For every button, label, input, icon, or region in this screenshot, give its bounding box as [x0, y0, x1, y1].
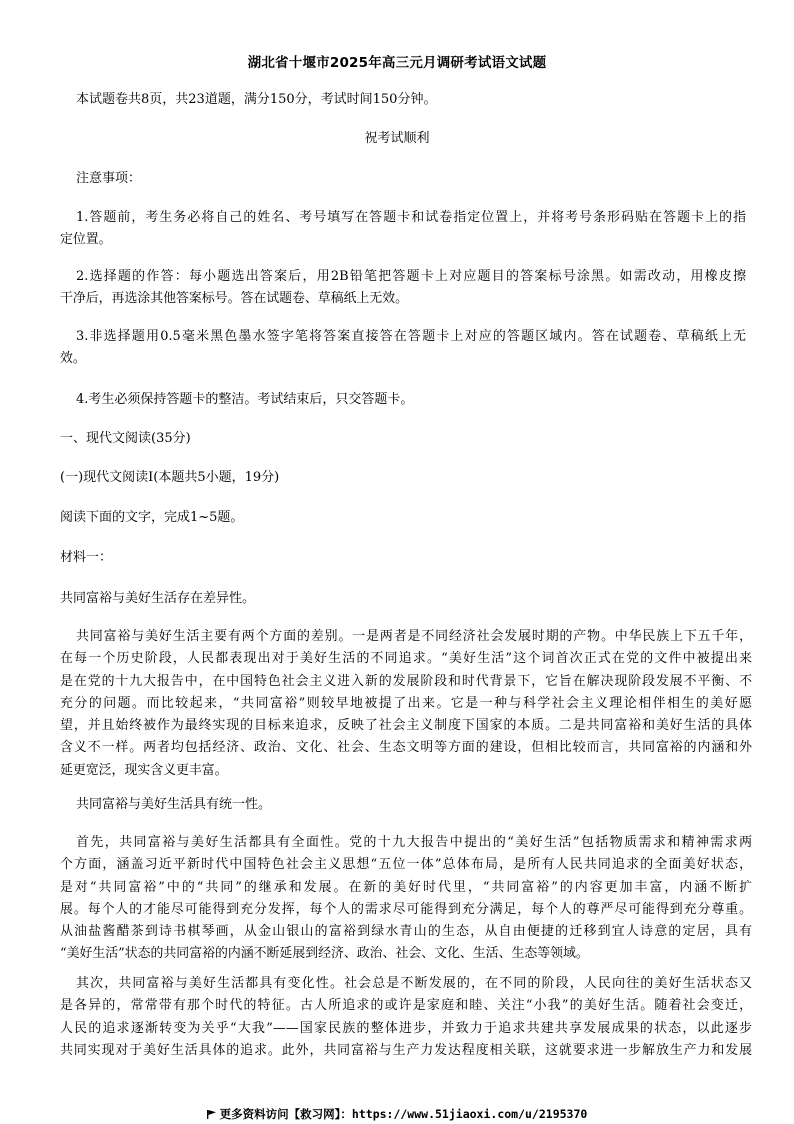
para-diff-line: 延更宽泛，现实含义更丰富。	[60, 762, 228, 778]
para-second-line: 是各异的，常常带有那个时代的特征。古人所追求的或许是家庭和睦、关注“小我”的美好生活。随着社会变迁，	[60, 998, 752, 1014]
page-title: 湖北省十堰市2025年高三元月调研考试语文试题	[247, 55, 547, 71]
notice-3-line-2: 效。	[60, 351, 86, 367]
notice-2-line-1: 2.选择题的作答：每小题选出答案后，用2B铅笔把答题卡上对应题目的答案标号涂黑。如需改动，用橡皮擦	[76, 269, 746, 284]
notice-1-line-2: 定位置。	[60, 232, 112, 248]
para-diff-line: 充分的问题。而比较起来，“共同富裕”则较早地被提了出来。它是一种与科学社会主义理论相伴相生的美好愿	[60, 695, 752, 711]
notice-1-line-1: 1.答题前，考生务必将自己的姓名、考号填写在答题卡和试卷指定位置上，并将考号条形码贴在答题卡上的指	[76, 210, 746, 225]
para-diff-line: 含义不一样。两者均包括经济、政治、文化、社会、生态文明等方面的建设，但相比较而言，共同富裕的内涵和外	[60, 740, 752, 756]
para-first-line: 是对“共同富裕”中的“共同”的继承和发展。在新的美好时代里，“共同富裕”的内容更加丰富，内涵不断扩	[60, 879, 752, 895]
notice-heading: 注意事项：	[76, 171, 142, 186]
notice-item-4: 4.考生必须保持答题卡的整洁。考试结束后，只交答题卡。	[76, 392, 414, 407]
paragraph-difference	[60, 626, 752, 782]
para-first-line: “美好生活”状态的共同富裕的内涵不断延展到经济、政治、社会、文化、生活、生态等领域。	[60, 946, 589, 962]
good-luck-text: 祝考试顺利	[364, 131, 430, 146]
exam-intro: 本试题卷共8页，共23道题，满分150分，考试时间150分钟。	[76, 92, 437, 107]
para-diff-line: 在每一个历史阶段，人民都表现出对于美好生活的不同追求。“美好生活”这个词首次正式在党的文件中被提出来	[60, 651, 752, 667]
paragraph-first	[60, 832, 752, 966]
para-second-line: 人民的追求逐渐转变为关乎“大我”——国家民族的整体进步，并致力于追求共建共享发展成果的状态，以此逐步	[60, 1020, 752, 1036]
para-diff-line: 望，并且始终被作为最终实现的目标来追求，反映了社会主义制度下国家的本质。二是共同富裕和美好生活的具体	[60, 718, 752, 734]
section-heading-1: 一、现代文阅读(35分)	[60, 431, 191, 446]
notice-3-line-1: 3.非选择题用0.5毫米黑色墨水签字笔将答案直接答在答题卡上对应的答题区域内。答在试题卷、草稿纸上无	[76, 329, 746, 344]
notice-item-1	[60, 207, 746, 252]
heading-unity: 共同富裕与美好生活具有统一性。	[76, 797, 272, 812]
para-diff-line: 共同富裕与美好生活主要有两个方面的差别。一是两者是不同经济社会发展时期的产物。中华民族上下五千年，	[76, 629, 752, 644]
para-first-line: 个方面，涵盖习近平新时代中国特色社会主义思想“五位一体”总体布局，是所有人民共同追求的全面美好状态，	[60, 857, 752, 873]
para-first-line: 首先，共同富裕与美好生活都具有全面性。党的十九大报告中提出的“美好生活”包括物质需求和精神需求两	[76, 835, 752, 850]
para-second-line: 共同实现对于美好生活具体的追求。此外，共同富裕与生产力发达程度相关联，这就要求进一步解放生产力和发展	[60, 1042, 752, 1058]
notice-2-line-2: 干净后，再选涂其他答案标号。答在试题卷、草稿纸上无效。	[60, 291, 409, 307]
footer-text: 更多资料访问【救习网】：https://www.51jiaoxi.com/u/2195370	[219, 1107, 588, 1121]
reading-instruction: 阅读下面的文字，完成1~5题。	[60, 510, 244, 525]
para-first-line: 从油盐酱醋茶到诗书棋琴画，从金山银山的富裕到绿水青山的生态，从自由便捷的迁移到宜人诗意的定居，具有	[60, 924, 752, 940]
material-label: 材料一：	[60, 550, 113, 565]
para-diff-line: 是在党的十九大报告中，在中国特色社会主义进入新的发展阶段和时代背景下，它旨在解决现阶段发展不平衡、不	[60, 673, 752, 689]
notice-item-2	[60, 266, 746, 311]
footer-link[interactable]	[0, 1106, 794, 1122]
flag-icon	[207, 1110, 216, 1119]
para-first-line: 展。每个人的才能尽可能得到充分发挥，每个人的需求尽可能得到充分满足，每个人的尊严尽可能得到充分尊重。	[60, 901, 752, 917]
paragraph-second	[60, 973, 752, 1062]
notice-item-3	[60, 326, 746, 371]
para-second-line: 其次，共同富裕与美好生活都具有变化性。社会总是不断发展的，在不同的阶段，人民向往的美好生活状态又	[76, 976, 752, 991]
heading-difference: 共同富裕与美好生活存在差异性。	[60, 591, 256, 606]
subsection-heading-1: (一)现代文阅读Ⅰ(本题共5小题，19分)	[60, 470, 280, 485]
